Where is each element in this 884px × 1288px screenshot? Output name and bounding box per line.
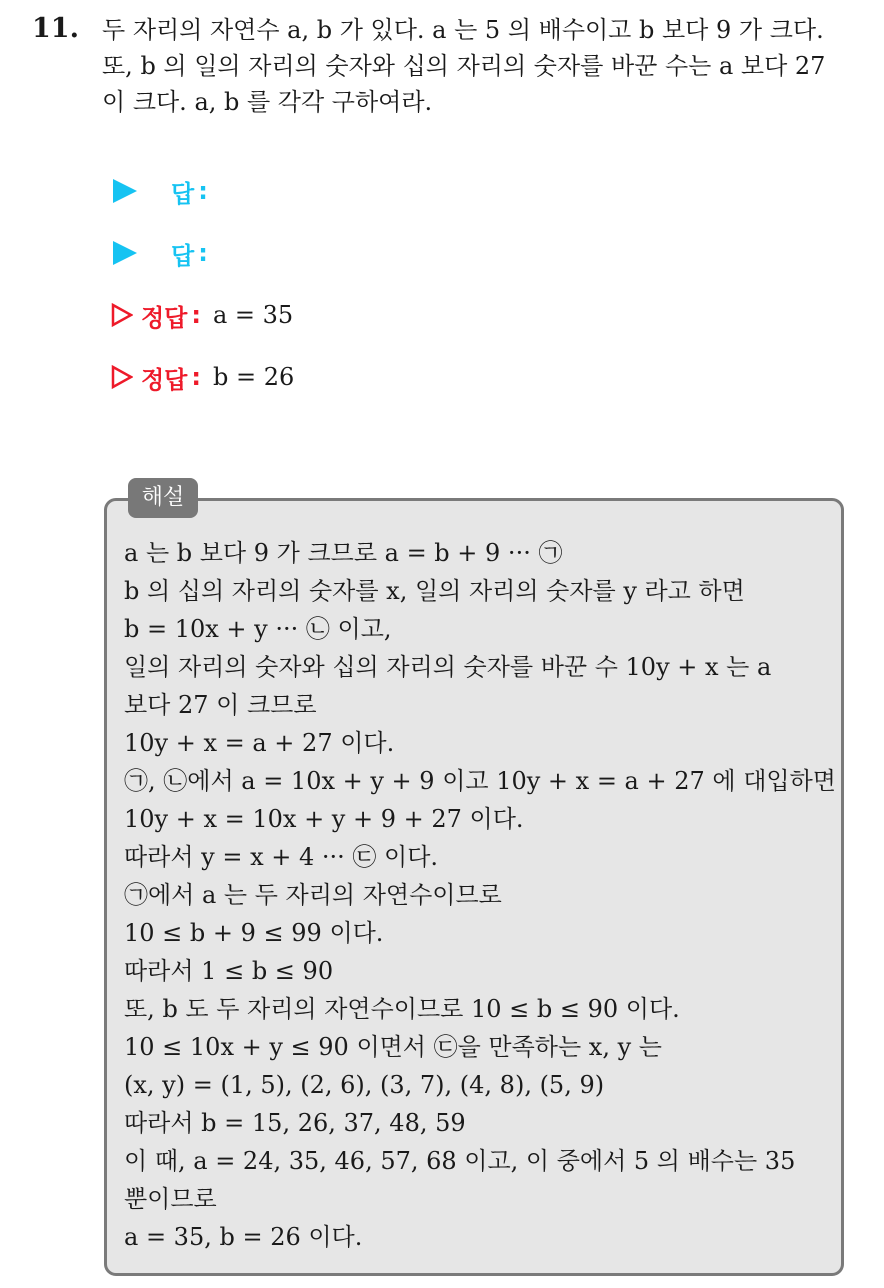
- answer-label: 답: [171, 241, 195, 270]
- correct-value: a = 35: [212, 301, 294, 329]
- explanation-line: 10y + x = a + 27 이다.: [124, 729, 395, 757]
- explanation-line: 이 때, a = 24, 35, 46, 57, 68 이고, 이 중에서 5 의 배수는 35: [124, 1147, 796, 1175]
- correct-label: 정답: [141, 365, 188, 394]
- correct-answer-row: [108, 284, 294, 346]
- explanation-line: 10 ≤ 10x + y ≤ 90 이면서 ㉢을 만족하는 x, y 는: [124, 1033, 662, 1061]
- question-text: [102, 12, 872, 120]
- question-line: 또, b 의 일의 자리의 숫자와 십의 자리의 숫자를 바꾼 수는 a 보다 27: [102, 52, 826, 80]
- explanation-line: b 의 십의 자리의 숫자를 x, 일의 자리의 숫자를 y 라고 하면: [124, 577, 745, 605]
- explanation-tag: 해설: [128, 478, 198, 518]
- play-triangle-icon: [113, 179, 137, 203]
- explanation-line: 또, b 도 두 자리의 자연수이므로 10 ≤ b ≤ 90 이다.: [124, 995, 680, 1023]
- correct-colon: :: [191, 363, 201, 391]
- explanation-line: (x, y) = (1, 5), (2, 6), (3, 7), (4, 8), (5, 9): [124, 1071, 605, 1099]
- answer-colon: :: [198, 177, 208, 205]
- outline-triangle-icon: [111, 303, 133, 327]
- explanation-line: b = 10x + y ··· ㉡ 이고,: [124, 615, 392, 643]
- explanation-line: 10y + x = 10x + y + 9 + 27 이다.: [124, 805, 524, 833]
- play-triangle-icon: [113, 241, 137, 265]
- outline-triangle-icon: [111, 365, 133, 389]
- answer-label: 답: [171, 179, 195, 208]
- correct-label: 정답: [141, 303, 188, 332]
- explanation-line: 일의 자리의 숫자와 십의 자리의 숫자를 바꾼 수 10y + x 는 a: [124, 653, 772, 681]
- explanation-line: ㉠, ㉡에서 a = 10x + y + 9 이고 10y + x = a + 27 에 대입하면: [124, 767, 836, 795]
- explanation-line: 따라서 1 ≤ b ≤ 90: [124, 957, 334, 985]
- correct-value: b = 26: [212, 363, 295, 391]
- correct-colon: :: [191, 301, 201, 329]
- explanation-line: a = 35, b = 26 이다.: [124, 1223, 363, 1251]
- correct-answer-row: [108, 346, 294, 408]
- explanation-line: 따라서 b = 15, 26, 37, 48, 59: [124, 1109, 466, 1137]
- explanation-text: [124, 534, 834, 1256]
- answer-section: [108, 160, 294, 408]
- question-number: 11.: [32, 13, 79, 44]
- explanation-line: 보다 27 이 크므로: [124, 691, 317, 719]
- answer-colon: :: [198, 239, 208, 267]
- question-line: 두 자리의 자연수 a, b 가 있다. a 는 5 의 배수이고 b 보다 9 가 크다.: [102, 16, 824, 44]
- explanation-line: 10 ≤ b + 9 ≤ 99 이다.: [124, 919, 384, 947]
- explanation-line: a 는 b 보다 9 가 크므로 a = b + 9 ··· ㉠: [124, 539, 563, 567]
- question-line: 이 크다. a, b 를 각각 구하여라.: [102, 88, 433, 116]
- explanation-line: 따라서 y = x + 4 ··· ㉢ 이다.: [124, 843, 439, 871]
- answer-blank-row[interactable]: [108, 222, 294, 284]
- explanation-line: 뿐이므로: [124, 1185, 217, 1213]
- answer-blank-row[interactable]: [108, 160, 294, 222]
- explanation-line: ㉠에서 a 는 두 자리의 자연수이므로: [124, 881, 502, 909]
